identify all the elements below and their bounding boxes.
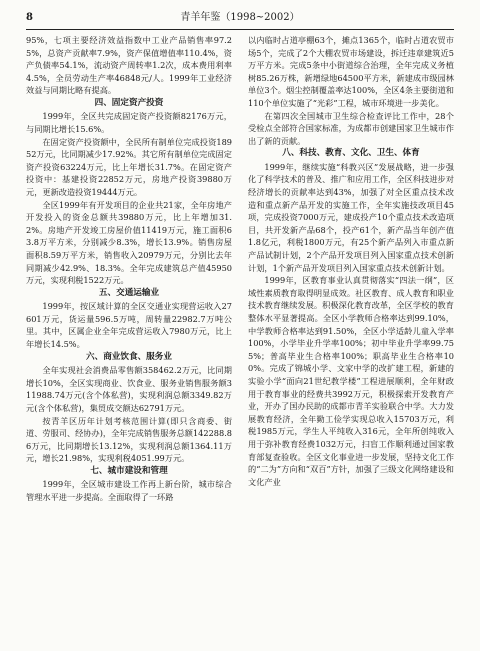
heading-fixed-asset-investment: 四、固定资产投资 xyxy=(94,97,164,108)
paragraph-sanitation-inspection: 在第四次全国城市卫生综合检查评比工作中，28个受检点全部符合国家标准，为成都市创建国家卫生城市作出了新的贡献。 xyxy=(248,110,454,146)
paragraph-investment-total: 1999年，全区共完成固定资产投资额82176万元，与同期比增长15.6%。 xyxy=(26,111,232,135)
page-number: 8 xyxy=(26,12,33,23)
paragraph-planned-sales: 按青羊区历年计划考核范围计算(即只含商委、街道、劳服司、经协办)，全年完成销售服务总额142288.86万元，比同期增长13.12%，实现利润总额1364.11万元，增长21.98%，实现利税4051.99万元。 xyxy=(26,415,232,464)
header-rule xyxy=(26,29,454,30)
left-column xyxy=(26,34,232,644)
heading-commerce: 六、商业饮食、服务业 xyxy=(86,351,172,362)
paragraph-real-estate: 全区1999年有开发项目的企业共21家，全年房地产开发投入的资金总额共39880万元，比上年增加31.2%。房地产开发竣工房屋价值11419万元，施工面积63.8万平方米，分别减少8.3%，增长13.9%。销售房屋面积8.59万平方米，销售收入20979万元，分别比去年同期减少42.9%、18.3%。全年完成建筑总产值45950万元，实现利税1522万元。 xyxy=(26,199,232,286)
paragraph-education: 1999年，区教育事业认真贯彻落实“四法一纲”，区域性素质教育取得明显成效。社区教育、成人教育和职业技术教育继续发展。积极深化教育改革，全区学校的教育整体水平显著提高。全区小学教师合格率达到99.10%，中学教师合格率达到91.50%，全区小学适龄儿童入学率100%，小学毕业升学率100%；初中毕业升学率99.755%；普高毕业生合格率100%；职高毕业生合格率100%。完成了锦城小学、文家中学的改扩建工程，新建的实验小学“面向21世纪教学楼”工程进展顺利，全年财政用于教育事业的经费共3992万元，积极探索开发教育产业，开办了国办民助的成都市青羊实验联合中学。大力发展教育经济，全年勤工俭学实现总收入15703万元，利税1985万元，学生人平纯收入316元，全年所创纯收入用于弥补教育经费1032万元，扫盲工作顺利通过国家教育部复查验收。全区文化事业进一步发展，坚持文化工作的“二为”方向和“双百”方针，加强了三级文化网络建设和文化产业 xyxy=(248,275,454,487)
running-header xyxy=(26,10,454,26)
heading-transportation: 五、交通运输业 xyxy=(98,287,160,298)
paragraph-transportation: 1999年，按区域计算的全区交通业实现营运收入27601万元，货运量596.5万吨，周转量22982.7万吨公里。其中，区属企业全年完成营运收入7980万元，比上年增长14.5%。 xyxy=(26,301,232,350)
right-column xyxy=(248,34,454,644)
paragraph-science-technology: 1999年，继续实施“科教兴区”发展战略，进一步强化了科学技术的普及、推广和应用工作，全区科技进步对经济增长的贡献率达到43%，加强了对全区重点技术改造和重点新产品开发的实施工作，全年实施技改项目45项，完成投资7000万元，建成投产10个重点技术改造项目，共开发新产品68个，投产61个，新产品当年创产值1.8亿元，利税1800万元，有25个新产品列入市重点新产品试制计划，2个产品开发项目列入国家重点技术创新计划，1个新产品开发项目列入国家重点技术创新计划。 xyxy=(248,161,454,273)
running-title: 青羊年鉴（1998~2002） xyxy=(180,12,300,23)
paragraph-urban-management: 以内临时占道亭棚63个，摊点1365个，临时占道农贸市场5个，完成了2个大棚农贸市场建设，拆迁违章建筑近5万平方米。完成5条中小街道综合治理，全年完成义务植树85.26万株，新增绿地64500平方米，新建成市级园林单位3个。烟尘控制覆盖率达100%，全区4条主要街道和110个单位实施了“光彩”工程，城市环境进一步美化。 xyxy=(248,35,454,108)
heading-urban-construction: 七、城市建设和管理 xyxy=(90,465,168,476)
paragraph-retail-sales: 全年实现社会消费品零售额358462.2万元，比同期增长10%，全区实现商业、饮食业、服务业销售服务额311988.74万元(含个体私营)，实现利润总额3349.82万元(含个体私营)，集贸成交额达62791万元。 xyxy=(26,365,232,413)
heading-science-education: 八、科技、教育、文化、卫生、体育 xyxy=(282,148,420,159)
paragraph-industry-efficiency: 95%，七项主要经济效益指数中工业产品销售率97.25%，总资产贡献率7.9%，资产保值增值率110.4%，资产负债率54.1%，流动资产周转率1.2次，成本费用利率4.5%，全员劳动生产率46848元/人。1999年工业经济效益与同期比略有提高。 xyxy=(26,35,232,96)
paragraph-investment-breakdown: 在固定资产投资额中，全民所有制单位完成投资18952万元，比同期减少17.92%。其它所有制单位完成固定资产投资63224万元，比上年增长31.7%。在固定资产投资中：基建投资22852万元，房地产投资39880万元，更新改造投资19444万元。 xyxy=(26,136,232,198)
paragraph-urban-construction: 1999年，全区城市建设工作再上新台阶，城市综合管理水平进一步提高。全面取得了一环路 xyxy=(26,479,232,502)
